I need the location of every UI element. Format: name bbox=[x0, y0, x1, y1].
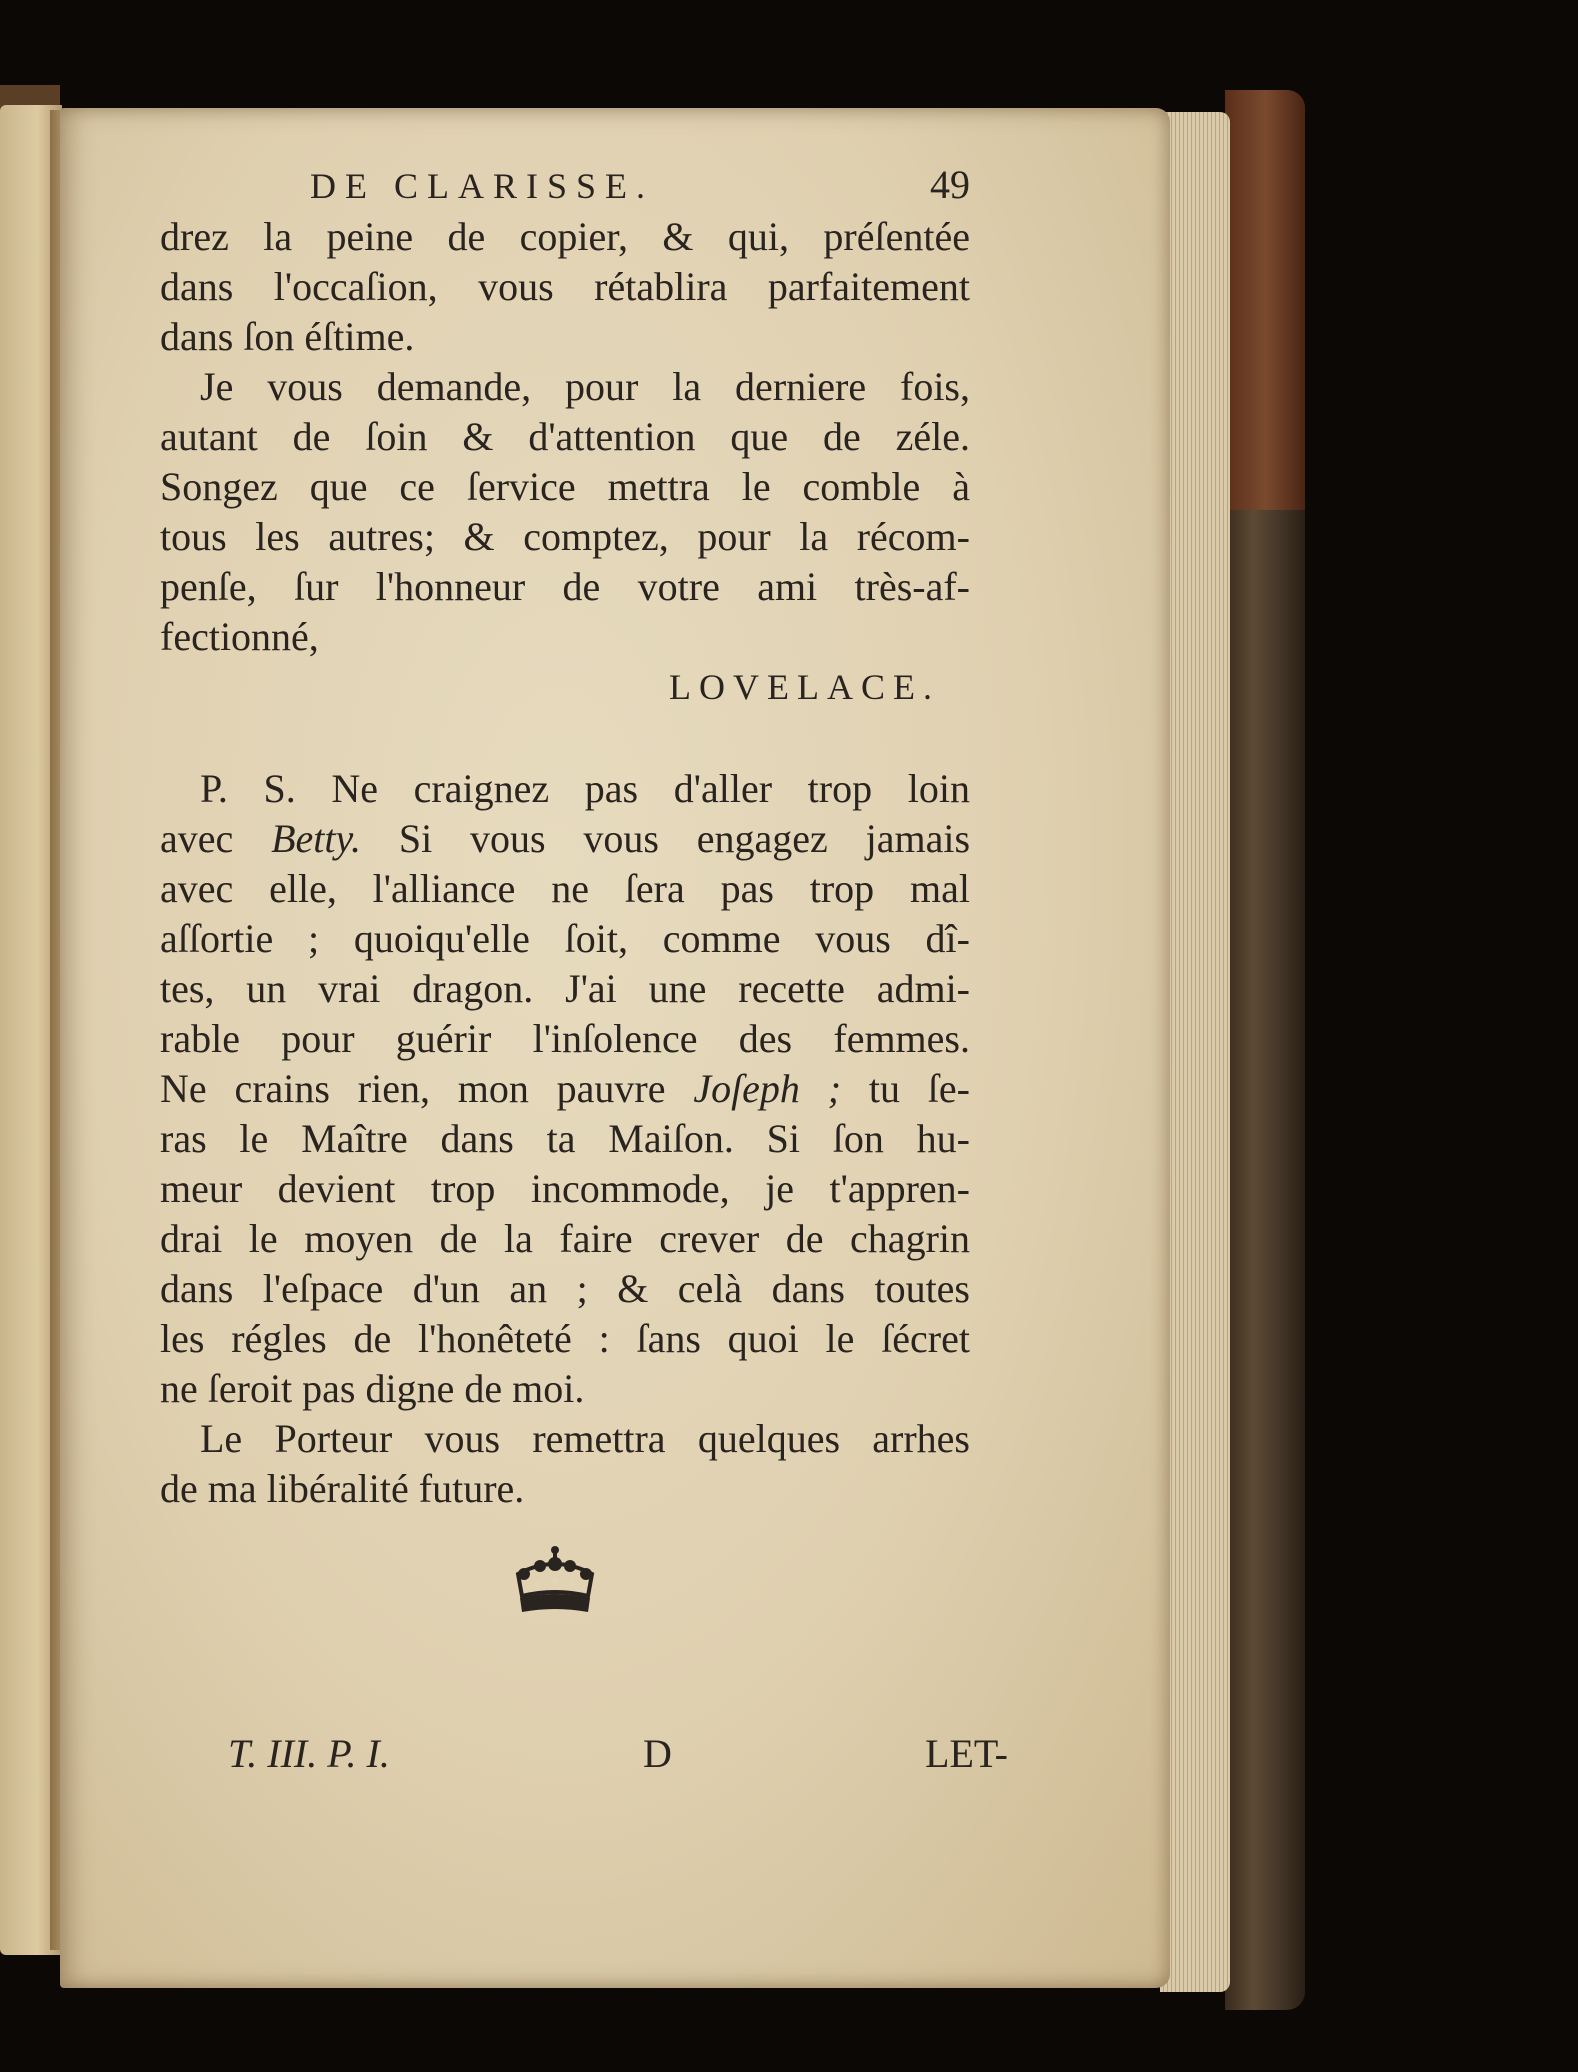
text-line: fectionné, bbox=[160, 614, 319, 659]
text-line: avec elle, l'alliance ne ſera pas trop mal bbox=[160, 866, 970, 911]
text-line: ne ſeroit pas digne de moi. bbox=[160, 1366, 585, 1411]
gathering-letter: D bbox=[643, 1731, 672, 1776]
running-header bbox=[160, 160, 970, 210]
letter-signature: LOVELACE. bbox=[669, 667, 940, 707]
italic-name: Joſeph ; bbox=[693, 1066, 842, 1111]
page-text bbox=[160, 160, 970, 1654]
text-line: rable pour guérir l'inſolence des femmes. bbox=[160, 1016, 970, 1061]
paragraph-1 bbox=[160, 212, 970, 362]
text-line: dans ſon éſtime. bbox=[160, 314, 415, 359]
italic-name: Betty. bbox=[271, 816, 362, 861]
text-line: meur devient trop incommode, je t'appren- bbox=[160, 1166, 970, 1211]
postscript bbox=[160, 764, 970, 1414]
signature-mark: T. III. P. I. bbox=[228, 1731, 390, 1776]
page-number: 49 bbox=[930, 162, 970, 207]
text-line: tous les autres; & comptez, pour la récom- bbox=[160, 514, 970, 559]
text-line: aſſortie ; quoiqu'elle ſoit, comme vous dî- bbox=[160, 916, 970, 961]
text-line: dans l'eſpace d'un an ; & celà dans toutes bbox=[160, 1266, 970, 1311]
text-line: drai le moyen de la faire crever de chagrin bbox=[160, 1216, 970, 1261]
text-line: ras le Maître dans ta Maiſon. Si ſon hu- bbox=[160, 1116, 970, 1161]
page-footer bbox=[228, 1730, 1008, 1777]
text-line: P. S. Ne craignez pas d'aller trop loin bbox=[200, 766, 970, 811]
paragraph-2 bbox=[160, 362, 970, 662]
text-run: Ne crains rien, mon pauvre bbox=[160, 1066, 694, 1111]
running-title: DE CLARISSE. bbox=[310, 166, 655, 206]
paragraph-4 bbox=[160, 1414, 970, 1514]
text-run: tu ſe- bbox=[841, 1066, 970, 1111]
text-run: avec bbox=[160, 816, 272, 861]
crown-icon bbox=[140, 1514, 970, 1654]
text-line: tes, un vrai dragon. J'ai une recette admi- bbox=[160, 966, 970, 1011]
text-line: Songez que ce ſervice mettra le comble à bbox=[160, 464, 970, 509]
text-line bbox=[160, 814, 970, 864]
text-line: penſe, ſur l'honneur de votre ami très-af- bbox=[160, 564, 970, 609]
text-run: Si vous vous engagez jamais bbox=[361, 816, 971, 861]
page-edges bbox=[1160, 112, 1230, 1992]
spacer bbox=[160, 712, 970, 764]
binding-leather bbox=[1225, 90, 1305, 510]
text-line bbox=[160, 1064, 970, 1114]
text-line: Le Porteur vous remettra quelques arrhes bbox=[200, 1416, 970, 1461]
catchword: LET- bbox=[925, 1731, 1008, 1776]
text-line: Je vous demande, pour la derniere fois, bbox=[200, 364, 970, 409]
text-line: les régles de l'honêteté : ſans quoi le ſécret bbox=[160, 1316, 970, 1361]
text-line: de ma libéralité future. bbox=[160, 1466, 525, 1511]
text-line: drez la peine de copier, & qui, préſentée bbox=[160, 214, 970, 259]
text-line: dans l'occaſion, vous rétablira parfaitement bbox=[160, 264, 970, 309]
text-line: autant de ſoin & d'attention que de zéle. bbox=[160, 414, 970, 459]
